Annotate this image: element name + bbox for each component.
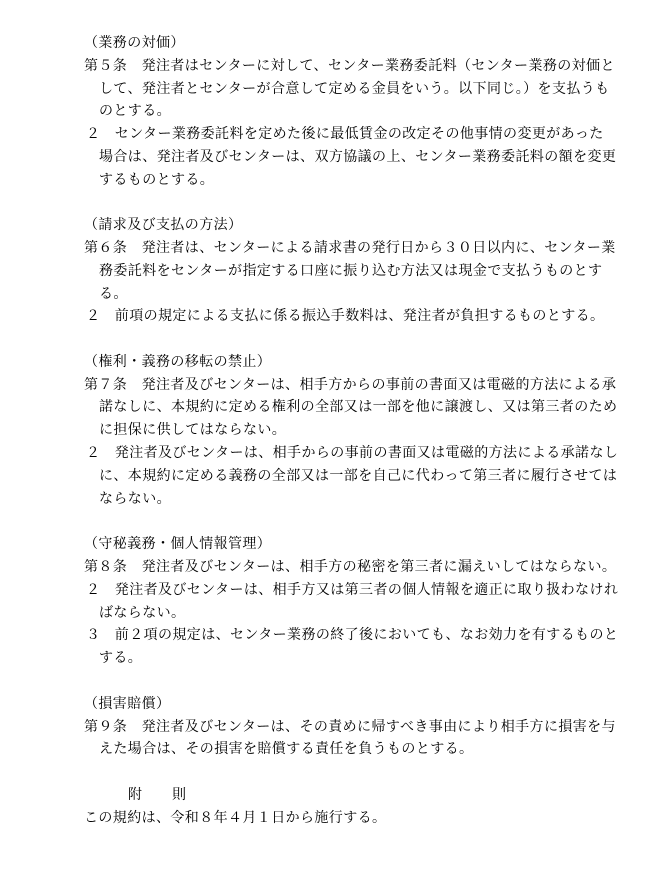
section-heading-article-6: （請求及び支払の方法）: [84, 217, 243, 233]
article-9-continuation: えた場合は、その損害を賠償する責任を負うものとする。: [99, 741, 474, 757]
article-5-paragraph-2-continuation: 場合は、発注者及びセンターは、双方協議の上、センター業務委託料の額を変更: [99, 149, 617, 165]
article-7-paragraph-2-continuation: に、本規約に定める義務の全部又は一部を自己に代わって第三者に履行させては: [99, 468, 618, 484]
article-7-continuation: 諾なしに、本規約に定める権利の全部又は一部を他に譲渡し、又は第三者のため: [99, 399, 618, 415]
section-heading-article-7: （権利・義務の移転の禁止）: [84, 354, 272, 370]
article-6-text: 第６条 発注者は、センターによる請求書の発行日から３０日以内に、センター業: [84, 240, 616, 256]
article-8-paragraph-3: ３ 前２項の規定は、センター業務の終了後においても、なお効力を有するものと: [86, 627, 619, 643]
article-5-paragraph-2: ２ センター業務委託料を定めた後に最低賃金の改定その他事情の変更があった: [86, 126, 604, 142]
section-heading-article-5: （業務の対価）: [84, 35, 185, 51]
article-7-continuation: に担保に供してはならない。: [99, 422, 287, 438]
section-heading-article-9: （損害賠償）: [84, 696, 171, 712]
article-7-text: 第７条 発注者及びセンターは、相手方からの事前の書面又は電磁的方法による承: [84, 377, 617, 393]
article-6-continuation: 務委託料をセンターが指定する口座に振り込む方法又は現金で支払うものとす: [99, 263, 603, 279]
article-7-paragraph-2: ２ 発注者及びセンターは、相手からの事前の書面又は電磁的方法による承諾なし: [86, 445, 619, 461]
article-7-paragraph-2-continuation: ならない。: [99, 491, 171, 507]
article-6-continuation: る。: [99, 286, 128, 302]
article-5-continuation: のとする。: [99, 103, 171, 119]
article-8-paragraph-2: ２ 発注者及びセンターは、相手方又は第三者の個人情報を適正に取り扱わなけれ: [86, 582, 619, 598]
section-heading-article-8: （守秘義務・個人情報管理）: [84, 536, 272, 552]
article-8-paragraph-2-continuation: ばならない。: [99, 605, 186, 621]
article-9-text: 第９条 発注者及びセンターは、その責めに帰すべき事由により相手方に損害を与: [84, 719, 616, 735]
enactment-clause: この規約は、令和８年４月１日から施行する。: [84, 810, 387, 826]
article-8-paragraph-3-continuation: する。: [99, 650, 143, 666]
article-5-paragraph-2-continuation: するものとする。: [99, 172, 215, 188]
supplementary-title-right: 則: [172, 787, 186, 803]
supplementary-provisions-title: [128, 784, 186, 806]
supplementary-title-left: 附: [128, 787, 142, 803]
article-6-paragraph-2: ２ 前項の規定による支払に係る振込手数料は、発注者が負担するものとする。: [86, 308, 605, 324]
article-5-text: 第５条 発注者はセンターに対して、センター業務委託料（センター業務の対価と: [84, 58, 615, 74]
article-8-text: 第８条 発注者及びセンターは、相手方の秘密を第三者に漏えいしてはならない。: [84, 559, 617, 575]
article-5-continuation: して、発注者とセンターが合意して定める金員をいう。以下同じ。）を支払うも: [99, 81, 610, 97]
